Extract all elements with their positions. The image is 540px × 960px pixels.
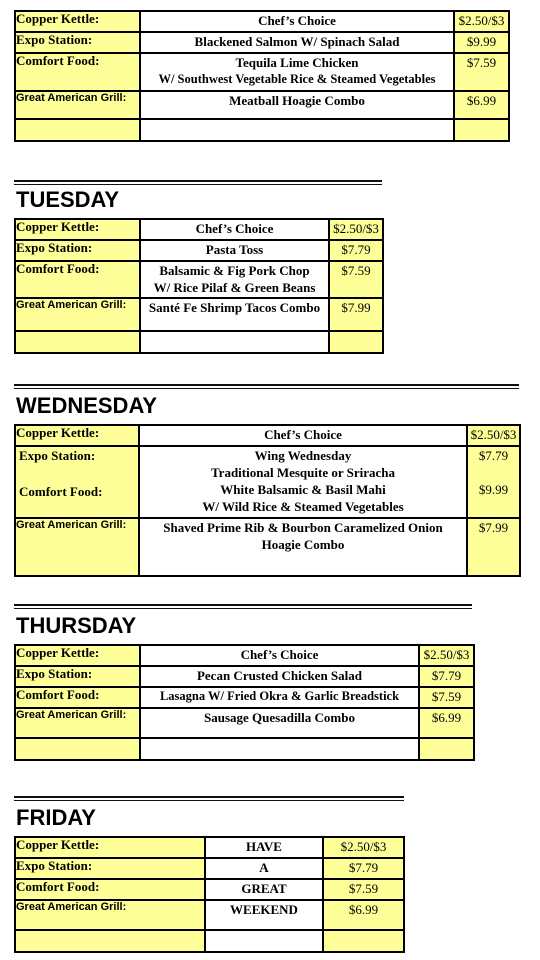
dish-cell bbox=[140, 11, 454, 32]
empty-cell bbox=[454, 119, 509, 141]
row-label: Comfort Food: bbox=[15, 687, 140, 708]
dish-line: Sausage Quesadilla Combo bbox=[204, 710, 355, 725]
price-cell: $7.79 bbox=[329, 240, 383, 261]
price-cell: $6.99 bbox=[419, 708, 474, 738]
price-cell: $9.99 bbox=[478, 482, 509, 497]
tuesday-menu-table bbox=[14, 218, 384, 354]
row-label: Copper Kettle: bbox=[15, 425, 139, 446]
section-divider bbox=[14, 604, 472, 609]
row-label: Expo Station: bbox=[15, 32, 140, 53]
dish-line: W/ Rice Pilaf & Green Beans bbox=[153, 280, 316, 295]
dish-line: Wing Wednesday bbox=[254, 448, 352, 463]
dish-line: Lasagna W/ Fried Okra & Garlic Breadstick bbox=[159, 689, 400, 703]
dish-line: W/ Wild Rice & Steamed Vegetables bbox=[202, 499, 404, 514]
price-cell: $7.99 bbox=[467, 518, 520, 576]
dish-line: Tequila Lime Chicken bbox=[235, 55, 359, 70]
row-label: Great American Grill: bbox=[15, 518, 139, 576]
price-cell: $9.99 bbox=[454, 32, 509, 53]
price-cell: $7.79 bbox=[419, 666, 474, 687]
row-label: Great American Grill: bbox=[15, 900, 205, 930]
dish-line: Pasta Toss bbox=[205, 242, 264, 257]
dish-cell bbox=[205, 858, 323, 879]
dish-cell bbox=[139, 518, 467, 576]
row-label: Expo Station: bbox=[15, 666, 140, 687]
dish-line: A bbox=[259, 860, 269, 875]
price-cell: $7.59 bbox=[419, 687, 474, 708]
dish-line: White Balsamic & Basil Mahi bbox=[220, 482, 386, 497]
dish-cell bbox=[140, 687, 419, 708]
price-cell: $6.99 bbox=[454, 91, 509, 119]
price-cell: $7.59 bbox=[329, 261, 383, 298]
dish-line: Shaved Prime Rib & Bourbon Caramelized Onion bbox=[163, 520, 443, 535]
price-cell: $2.50/$3 bbox=[467, 425, 520, 446]
empty-cell bbox=[140, 331, 329, 353]
row-label: Comfort Food: bbox=[19, 484, 103, 499]
price-cell: $2.50/$3 bbox=[329, 219, 383, 240]
dish-line: WEEKEND bbox=[230, 902, 298, 917]
dish-line: Chef’s Choice bbox=[240, 647, 319, 662]
price-cell: $6.99 bbox=[323, 900, 404, 930]
row-label: Great American Grill: bbox=[15, 708, 140, 738]
price-cell: $2.50/$3 bbox=[419, 645, 474, 666]
empty-cell bbox=[419, 738, 474, 760]
empty-cell bbox=[15, 331, 140, 353]
dish-cell bbox=[140, 240, 329, 261]
monday-menu-table bbox=[14, 10, 510, 142]
dish-cell bbox=[205, 879, 323, 900]
row-label: Expo Station: bbox=[19, 448, 96, 463]
wednesday-menu-table bbox=[14, 424, 521, 577]
dish-cell bbox=[205, 900, 323, 930]
empty-cell bbox=[15, 738, 140, 760]
empty-cell bbox=[329, 331, 383, 353]
row-label: Great American Grill: bbox=[15, 298, 140, 331]
section-divider bbox=[14, 796, 404, 801]
dish-line: Meatball Hoagie Combo bbox=[229, 93, 365, 108]
section-divider bbox=[14, 180, 382, 185]
row-label: Copper Kettle: bbox=[15, 11, 140, 32]
dish-line: Santé Fe Shrimp Tacos Combo bbox=[148, 300, 321, 315]
dish-cell bbox=[140, 32, 454, 53]
price-cell: $7.99 bbox=[329, 298, 383, 331]
dish-cell bbox=[140, 666, 419, 687]
section-divider bbox=[14, 384, 519, 389]
empty-cell bbox=[140, 119, 454, 141]
price-cell: $7.59 bbox=[323, 879, 404, 900]
dish-line: W/ Southwest Vegetable Rice & Steamed Vegetables bbox=[158, 72, 436, 86]
dish-cell bbox=[140, 708, 419, 738]
dish-line: Hoagie Combo bbox=[261, 537, 345, 552]
dish-line: Blackened Salmon W/ Spinach Salad bbox=[194, 34, 400, 49]
friday-menu-table bbox=[14, 836, 405, 953]
dish-line: Chef’s Choice bbox=[195, 221, 274, 236]
row-label: Copper Kettle: bbox=[15, 219, 140, 240]
dish-line: Chef’s Choice bbox=[258, 13, 336, 28]
dish-line: GREAT bbox=[241, 881, 287, 896]
dish-line: Chef’s Choice bbox=[264, 427, 342, 442]
dish-cell bbox=[205, 837, 323, 858]
price-cell-group bbox=[467, 446, 520, 518]
thursday-menu-table bbox=[14, 644, 475, 761]
day-title-thursday: THURSDAY bbox=[16, 613, 137, 638]
empty-cell bbox=[205, 930, 323, 952]
day-title-wednesday: WEDNESDAY bbox=[16, 393, 157, 418]
price-cell: $7.79 bbox=[323, 858, 404, 879]
dish-line: Pecan Crusted Chicken Salad bbox=[196, 668, 363, 683]
row-label: Expo Station: bbox=[15, 858, 205, 879]
price-cell: $2.50/$3 bbox=[454, 11, 509, 32]
row-label: Comfort Food: bbox=[15, 53, 140, 91]
row-label: Comfort Food: bbox=[15, 261, 140, 298]
row-label: Copper Kettle: bbox=[15, 837, 205, 858]
price-cell: $2.50/$3 bbox=[323, 837, 404, 858]
dish-cell bbox=[140, 645, 419, 666]
dish-cell bbox=[140, 53, 454, 91]
price-cell: $7.79 bbox=[478, 448, 509, 463]
dish-line: Traditional Mesquite or Sriracha bbox=[210, 465, 396, 480]
day-title-friday: FRIDAY bbox=[16, 805, 96, 830]
empty-cell bbox=[15, 930, 205, 952]
empty-cell bbox=[323, 930, 404, 952]
empty-cell bbox=[15, 119, 140, 141]
dish-cell bbox=[140, 261, 329, 298]
empty-cell bbox=[140, 738, 419, 760]
dish-cell bbox=[140, 91, 454, 119]
dish-line: Balsamic & Fig Pork Chop bbox=[159, 263, 310, 278]
day-title-tuesday: TUESDAY bbox=[16, 187, 120, 212]
row-label-group bbox=[15, 446, 139, 518]
row-label: Comfort Food: bbox=[15, 879, 205, 900]
price-cell: $7.59 bbox=[454, 53, 509, 91]
dish-line: HAVE bbox=[246, 839, 282, 854]
row-label: Expo Station: bbox=[15, 240, 140, 261]
row-label: Great American Grill: bbox=[15, 91, 140, 119]
dish-cell bbox=[140, 219, 329, 240]
row-label: Copper Kettle: bbox=[15, 645, 140, 666]
dish-cell bbox=[140, 298, 329, 331]
dish-cell bbox=[139, 446, 467, 518]
dish-cell bbox=[139, 425, 467, 446]
